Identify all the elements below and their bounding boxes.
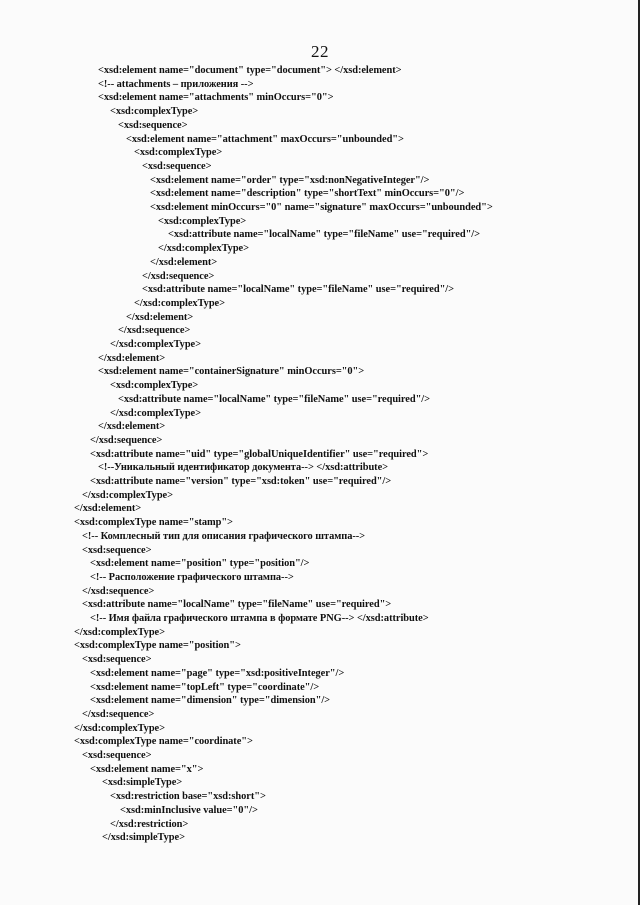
code-line: <!-- Комплесный тип для описания графического штампа--> xyxy=(82,530,366,542)
code-line: </xsd:element> xyxy=(126,311,194,323)
code-line: <xsd:sequence> xyxy=(142,160,212,172)
code-line: </xsd:sequence> xyxy=(142,270,215,282)
code-line: <xsd:complexType name="position"> xyxy=(74,640,241,652)
code-line: <xsd:element name="description" type="shortText" minOccurs="0"/> xyxy=(150,188,465,200)
code-line: <xsd:attribute name="localName" type="fileName" use="required"/> xyxy=(168,229,480,241)
code-line: <xsd:sequence> xyxy=(82,750,152,761)
code-line: <xsd:minInclusive value="0"/> xyxy=(120,804,258,816)
code-line: <xsd:element name="topLeft" type="coordinate"/> xyxy=(90,681,320,693)
code-line: <xsd:element name="x"> xyxy=(90,763,204,775)
code-line: </xsd:element> xyxy=(74,503,142,515)
code-line: <xsd:attribute name="localName" type="fileName" use="required"/> xyxy=(142,284,454,296)
page-number: 22 xyxy=(311,42,329,61)
code-line: <xsd:element name="page" type="xsd:positiveInteger"/> xyxy=(90,667,345,679)
code-line: <xsd:element name="position" type="position"/> xyxy=(90,558,310,570)
code-line: <xsd:complexType> xyxy=(134,147,223,159)
code-line: <!--Уникальный идентификатор документа--> </xsd:attribute> xyxy=(98,462,389,474)
code-line: <xsd:sequence> xyxy=(82,544,152,556)
code-line: <xsd:simpleType> xyxy=(102,777,183,789)
code-line: <xsd:complexType name="stamp"> xyxy=(74,517,233,529)
code-line: </xsd:element> xyxy=(98,352,166,364)
code-line: </xsd:restriction> xyxy=(110,818,189,830)
code-line: <!-- Имя файла графического штампа в формате PNG--> </xsd:attribute> xyxy=(90,613,429,624)
code-line: </xsd:sequence> xyxy=(90,434,163,446)
code-line: <xsd:sequence> xyxy=(118,119,188,131)
code-line: </xsd:complexType> xyxy=(74,626,165,638)
code-line: <xsd:attribute name="version" type="xsd:token" use="required"/> xyxy=(90,476,392,487)
code-line: <xsd:sequence> xyxy=(82,654,152,666)
code-line: </xsd:complexType> xyxy=(158,243,249,255)
code-line: <xsd:element name="document" type="document"> </xsd:element> xyxy=(98,65,402,76)
code-line: <xsd:attribute name="localName" type="fileName" use="required"> xyxy=(82,599,392,611)
code-line: <xsd:attribute name="localName" type="fileName" use="required"/> xyxy=(118,393,430,405)
code-line: </xsd:complexType> xyxy=(82,489,173,501)
code-line: <xsd:complexType> xyxy=(110,380,199,392)
code-line: </xsd:sequence> xyxy=(82,585,155,597)
code-line: </xsd:complexType> xyxy=(74,722,165,734)
code-line: </xsd:simpleType> xyxy=(102,832,185,844)
code-line: </xsd:complexType> xyxy=(110,407,201,419)
code-line: <xsd:element name="order" type="xsd:nonNegativeInteger"/> xyxy=(150,174,430,186)
code-line: <xsd:element minOccurs="0" name="signature" maxOccurs="unbounded"> xyxy=(150,202,493,213)
code-line: </xsd:complexType> xyxy=(110,339,201,350)
code-line: </xsd:complexType> xyxy=(134,297,225,309)
code-line: <xsd:element name="attachment" maxOccurs="unbounded"> xyxy=(126,133,404,145)
code-line: </xsd:element> xyxy=(150,256,218,268)
code-line: <xsd:restriction base="xsd:short"> xyxy=(110,791,266,803)
code-line: </xsd:sequence> xyxy=(82,708,155,720)
code-line: <xsd:complexType name="coordinate"> xyxy=(74,736,253,748)
code-line: </xsd:sequence> xyxy=(118,325,191,337)
code-line: <xsd:complexType> xyxy=(158,215,247,227)
code-line: <xsd:complexType> xyxy=(110,106,199,118)
code-line: <xsd:element name="containerSignature" minOccurs="0"> xyxy=(98,366,365,378)
code-line: <xsd:attribute name="uid" type="globalUniqueIdentifier" use="required"> xyxy=(90,448,429,460)
code-line: <!-- Расположение графического штампа--> xyxy=(90,571,294,583)
code-line: </xsd:element> xyxy=(98,421,166,433)
code-line: <!-- attachments – приложения --> xyxy=(98,78,254,90)
code-line: <xsd:element name="attachments" minOccurs="0"> xyxy=(98,92,334,104)
code-line: <xsd:element name="dimension" type="dimension"/> xyxy=(90,695,331,707)
